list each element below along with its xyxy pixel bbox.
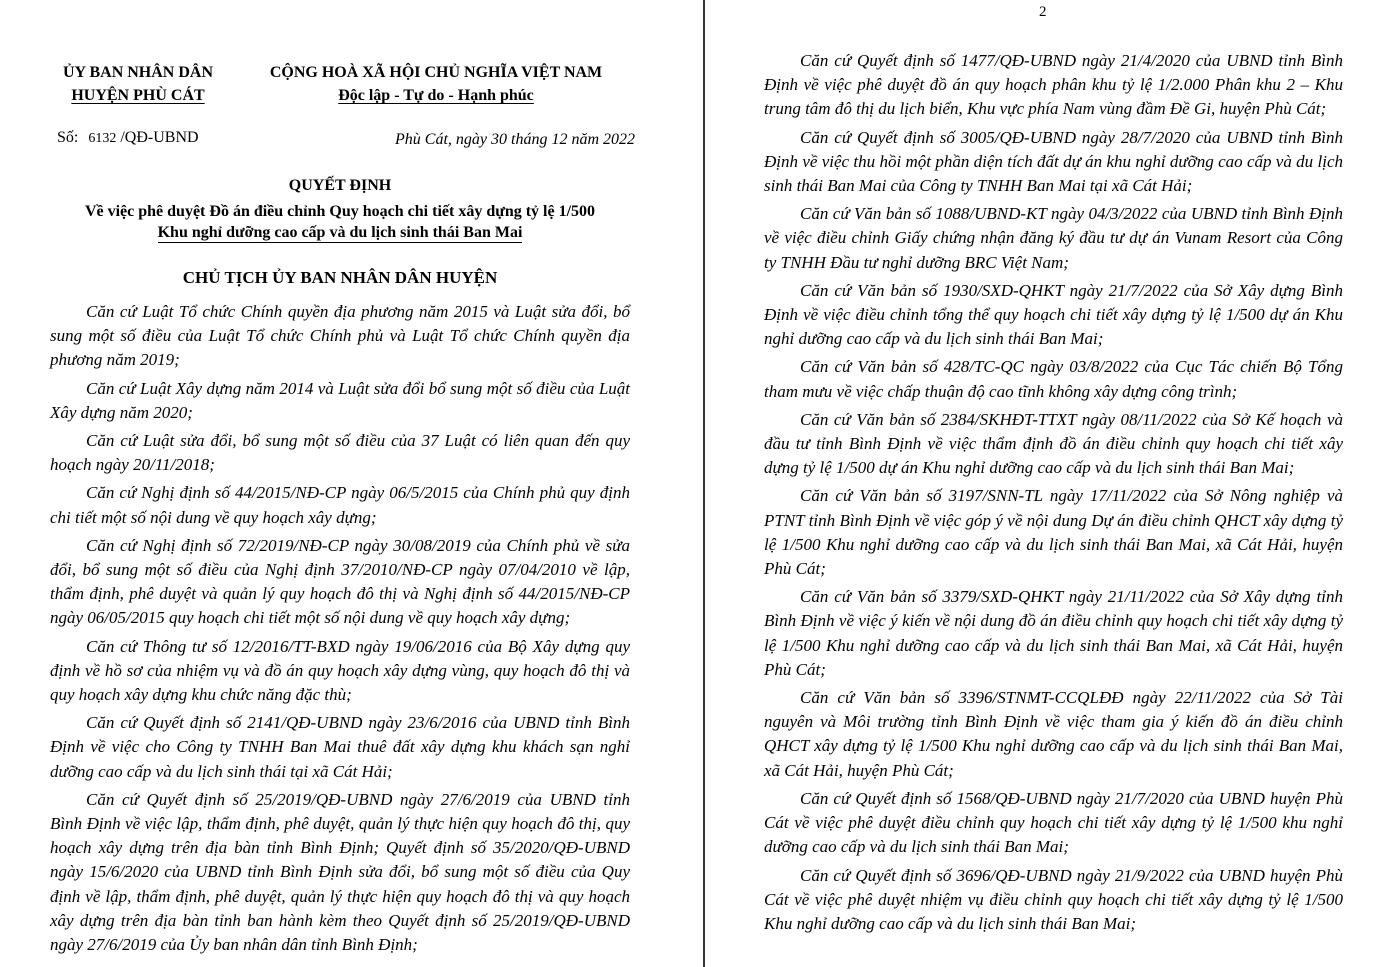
legal-basis-paragraph: Căn cứ Văn bản số 1930/SXD-QHKT ngày 21/7/2022 của Sở Xây dựng Bình Định về việc điều chỉnh tổng thể quy hoạch chi tiết xây dựng tỷ lệ 1/500 dự án Khu nghỉ dưỡng cao cấp và du lịch sinh thái Ban Mai;: [764, 280, 1343, 349]
legal-basis-paragraph: Căn cứ Luật sửa đổi, bổ sung một số điều của 37 Luật có liên quan đến quy hoạch ngày 20/11/2018;: [50, 431, 630, 475]
document-number-value: 6132: [88, 131, 117, 146]
nation-motto: Độc lập - Tự do - Hạnh phúc: [338, 87, 534, 104]
legal-basis-paragraph: Căn cứ Quyết định số 1477/QĐ-UBND ngày 21/4/2020 của UBND tỉnh Bình Định về việc phê duyệt đồ án quy hoạch phân khu tỷ lệ 1/2.000 Phân khu 2 – Khu trung tâm đô thị du lịch biển, Khu vực phía Nam vùng đầm Đề Gi, huyện Phù Cát;: [764, 51, 1343, 119]
legal-basis-paragraph: Căn cứ Quyết định số 25/2019/QĐ-UBND ngày 27/6/2019 của UBND tỉnh Bình Định về việc lập, thẩm định, phê duyệt, quản lý thực hiện quy hoạch đô thị, quy hoạch xây dựng trên địa bàn tỉnh Bình Định; Quyết định số 35/2020/QĐ-UBND ngày 15/6/2020 của UBND tỉnh Bình Định sửa đổi, bổ sung một số điều của Quy định về lập, thẩm định, phê duyệt, quản lý thực hiện quy hoạch đô thị và quy hoạch xây dựng trên địa bàn tỉnh ban hành kèm theo Quyết định số 25/2019/QĐ-UBND ngày 27/6/2019 của Ủy ban nhân dân tỉnh Bình Định;: [50, 789, 630, 955]
document-number-label: Số:: [57, 129, 79, 146]
legal-basis-paragraph: Căn cứ Luật Xây dựng năm 2014 và Luật sửa đổi bổ sung một số điều của Luật Xây dựng năm 2020;: [50, 378, 630, 422]
legal-basis-paragraph: Căn cứ Văn bản số 3379/SXD-QHKT ngày 21/11/2022 của Sở Xây dựng tỉnh Bình Định về việc ý kiến về nội dung đồ án điều chỉnh quy hoạch chi tiết xây dựng tỷ lệ 1/500 Khu nghỉ dưỡng cao cấp và du lịch sinh thái Ban Mai, xã Cát Hải, huyện Phù Cát;: [764, 587, 1343, 679]
page-number: 2: [1039, 4, 1047, 20]
legal-basis-paragraph: Căn cứ Quyết định số 3005/QĐ-UBND ngày 28/7/2020 của UBND tỉnh Bình Định về việc thu hồi một phần diện tích đất dự án khu nghỉ dưỡng cao cấp và du lịch sinh thái Ban Mai của Công ty TNHH Ban Mai tại xã Cát Hải;: [764, 127, 1343, 196]
legal-basis-paragraph: Căn cứ Quyết định số 2141/QĐ-UBND ngày 23/6/2016 của UBND tỉnh Bình Định về việc cho Công ty TNHH Ban Mai thuê đất xây dựng khu khách sạn nghỉ dưỡng cao cấp và du lịch sinh thái tại xã Cát Hải;: [50, 713, 630, 781]
authority-district: HUYỆN PHÙ CÁT: [71, 87, 205, 104]
national-header: [246, 61, 626, 107]
legal-basis-paragraph: Căn cứ Luật Tổ chức Chính quyền địa phương năm 2015 và Luật sửa đổi, bổ sung một số điều của Luật Tổ chức Chính phủ và Luật Tổ chức Chính quyền địa phương năm 2019;: [50, 302, 630, 370]
decision-subtitle-line-1: Về việc phê duyệt Đồ án điều chỉnh Quy hoạch chi tiết xây dựng tỷ lệ 1/500: [84, 203, 596, 220]
document-date: Phù Cát, ngày 30 tháng 12 năm 2022: [395, 131, 635, 148]
authority-line-2: [48, 84, 228, 107]
nation-name: CỘNG HOÀ XÃ HỘI CHỦ NGHĨA VIỆT NAM: [269, 64, 603, 81]
legal-basis-paragraph: Căn cứ Nghị định số 72/2019/NĐ-CP ngày 30/08/2019 của Chính phủ về sửa đổi, bổ sung một số điều của Nghị định 37/2010/NĐ-CP ngày 07/04/2010 về lập, thẩm định, phê duyệt và quản lý quy hoạch đô thị và Nghị định số 44/2015/NĐ-CP ngày 06/05/2015 quy hoạch chi tiết một số nội dung về quy hoạch xây dựng;: [50, 535, 630, 628]
document-number-suffix: /QĐ-UBND: [120, 129, 199, 146]
document-number: [57, 129, 199, 147]
legal-basis-paragraph: Căn cứ Văn bản số 2384/SKHĐT-TTXT ngày 08/11/2022 của Sở Kế hoạch và đầu tư tỉnh Bình Định về việc thẩm định đồ án điều chỉnh quy hoạch chi tiết xây dựng tỷ lệ 1/500 dự án Khu nghỉ dưỡng cao cấp và du lịch sinh thái Ban Mai;: [764, 409, 1343, 478]
legal-basis-paragraph: Căn cứ Quyết định số 3696/QĐ-UBND ngày 21/9/2022 của UBND huyện Phù Cát về việc phê duyệt nhiệm vụ điều chỉnh quy hoạch chi tiết xây dựng tỷ lệ 1/500 Khu nghỉ dưỡng cao cấp và du lịch sinh thái Ban Mai;: [764, 865, 1343, 933]
nation-motto-line: [246, 84, 626, 107]
decision-subtitle-line-2: [30, 222, 650, 244]
authority-line-1: ỦY BAN NHÂN DÂN: [62, 64, 214, 81]
legal-basis-paragraph: Căn cứ Quyết định số 1568/QĐ-UBND ngày 21/7/2020 của UBND huyện Phù Cát về việc phê duyệt điều chỉnh quy hoạch chi tiết xây dựng tỷ lệ 1/500 khu nghỉ dưỡng cao cấp và du lịch sinh thái Ban Mai;: [764, 788, 1343, 857]
legal-basis-paragraph: Căn cứ Nghị định số 44/2015/NĐ-CP ngày 06/5/2015 của Chính phủ quy định chi tiết một số nội dung về quy hoạch xây dựng;: [50, 483, 630, 527]
legal-basis-paragraph: Căn cứ Văn bản số 428/TC-QC ngày 03/8/2022 của Cục Tác chiến Bộ Tổng tham mưu về việc chấp thuận độ cao tĩnh không xây dựng công trình;: [764, 357, 1343, 401]
legal-basis-paragraph: Căn cứ Văn bản số 3396/STNMT-CCQLĐĐ ngày 22/11/2022 của Sở Tài nguyên và Môi trường tỉnh Bình Định về việc tham gia ý kiến đồ án điều chỉnh QHCT xây dựng tỷ lệ 1/500 Khu nghỉ dưỡng cao cấp và du lịch sinh thái Ban Mai, xã Cát Hải, huyện Phù Cát;: [764, 688, 1343, 780]
decision-title: QUYẾT ĐỊNH: [288, 177, 392, 194]
chairman-heading: CHỦ TỊCH ỦY BAN NHÂN DÂN HUYỆN: [182, 268, 498, 287]
decision-subtitle-text: Khu nghỉ dưỡng cao cấp và du lịch sinh thái Ban Mai: [157, 224, 523, 241]
legal-basis-paragraph: Căn cứ Văn bản số 1088/UBND-KT ngày 04/3/2022 của UBND tỉnh Bình Định về việc điều chỉnh Giấy chứng nhận đăng ký đầu tư dự án Vunam Resort của Công ty TNHH Đầu tư nghỉ dưỡng BRC Việt Nam;: [764, 204, 1343, 272]
legal-basis-paragraph: Căn cứ Văn bản số 3197/SNN-TL ngày 17/11/2022 của Sở Nông nghiệp và PTNT tỉnh Bình Định về việc góp ý về nội dung Dự án điều chỉnh QHCT xây dựng tỷ lệ 1/500 Khu nghỉ dưỡng cao cấp và du lịch sinh thái Ban Mai, xã Cát Hải, huyện Phù Cát;: [764, 486, 1343, 579]
page-divider: [703, 0, 705, 967]
legal-basis-list: [50, 300, 630, 961]
issuing-authority: [48, 61, 228, 107]
legal-basis-list-continued: [764, 49, 1343, 940]
document-page-2: [707, 0, 1395, 967]
legal-basis-paragraph: Căn cứ Thông tư số 12/2016/TT-BXD ngày 19/06/2016 của Bộ Xây dựng quy định về hồ sơ của nhiệm vụ và đồ án quy hoạch xây dựng vùng, quy hoạch đô thị và quy hoạch xây dựng khu chức năng đặc thù;: [50, 636, 630, 705]
